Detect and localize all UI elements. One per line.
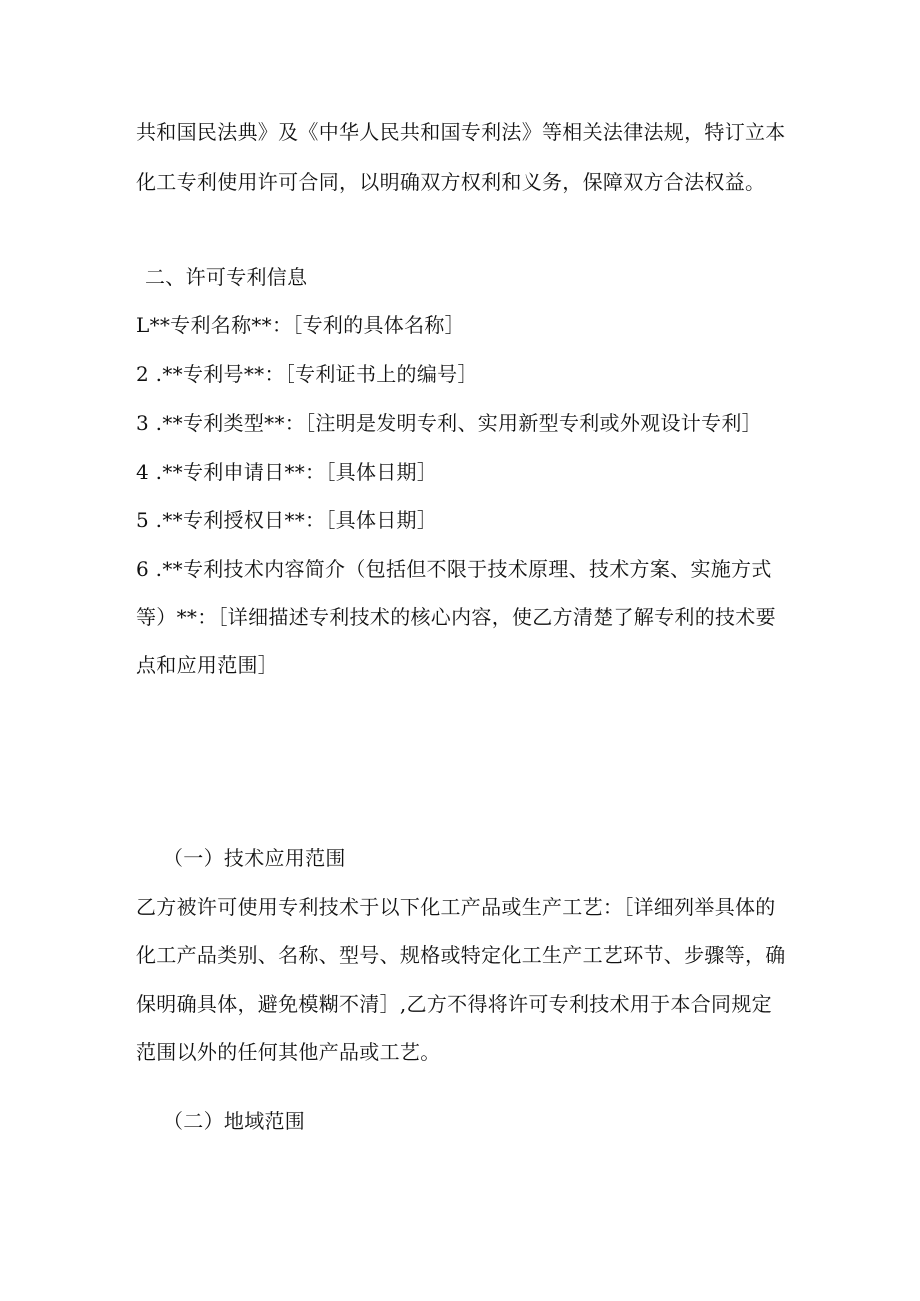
patent-summary-item-line-3: 点和应用范围］	[136, 653, 279, 677]
intro-line-1: 共和国民法典》及《中华人民共和国专利法》等相关法律法规，特订立本	[136, 120, 786, 144]
tech-scope-line-1: 乙方被许可使用专利技术于以下化工产品或生产工艺：［详细列举具体的	[136, 895, 776, 919]
patent-summary-item-line-2: 等）**：［详细描述专利技术的核心内容，使乙方清楚了解专利的技术要	[136, 605, 776, 629]
patent-summary-item-line-1: 6 .**专利技术内容简介（包括但不限于技术原理、技术方案、实施方式	[136, 557, 772, 581]
subsection-2-heading: （二）地域范围	[163, 1109, 306, 1133]
patent-number-item: 2 .**专利号**：［专利证书上的编号］	[136, 362, 478, 386]
intro-line-2: 化工专利使用许可合同，以明确双方权利和义务，保障双方合法权益。	[136, 170, 766, 194]
subsection-1-heading: （一）技术应用范围	[163, 846, 346, 870]
section-2-heading: 二、许可专利信息	[145, 265, 308, 289]
tech-scope-line-3: 保明确具体，避免模糊不清］,乙方不得将许可专利技术用于本合同规定	[136, 992, 772, 1016]
patent-name-item: L**专利名称**：［专利的具体名称］	[136, 313, 465, 337]
patent-type-item: 3 .**专利类型**：［注明是发明专利、实用新型专利或外观设计专利］	[136, 411, 762, 435]
tech-scope-line-4: 范围以外的任何其他产品或工艺。	[136, 1040, 441, 1064]
patent-filing-date-item: 4 .**专利申请日**：［具体日期］	[136, 460, 438, 484]
tech-scope-line-2: 化工产品类别、名称、型号、规格或特定化工生产工艺环节、步骤等，确	[136, 943, 786, 967]
patent-grant-date-item: 5 .**专利授权日**：［具体日期］	[136, 508, 438, 532]
